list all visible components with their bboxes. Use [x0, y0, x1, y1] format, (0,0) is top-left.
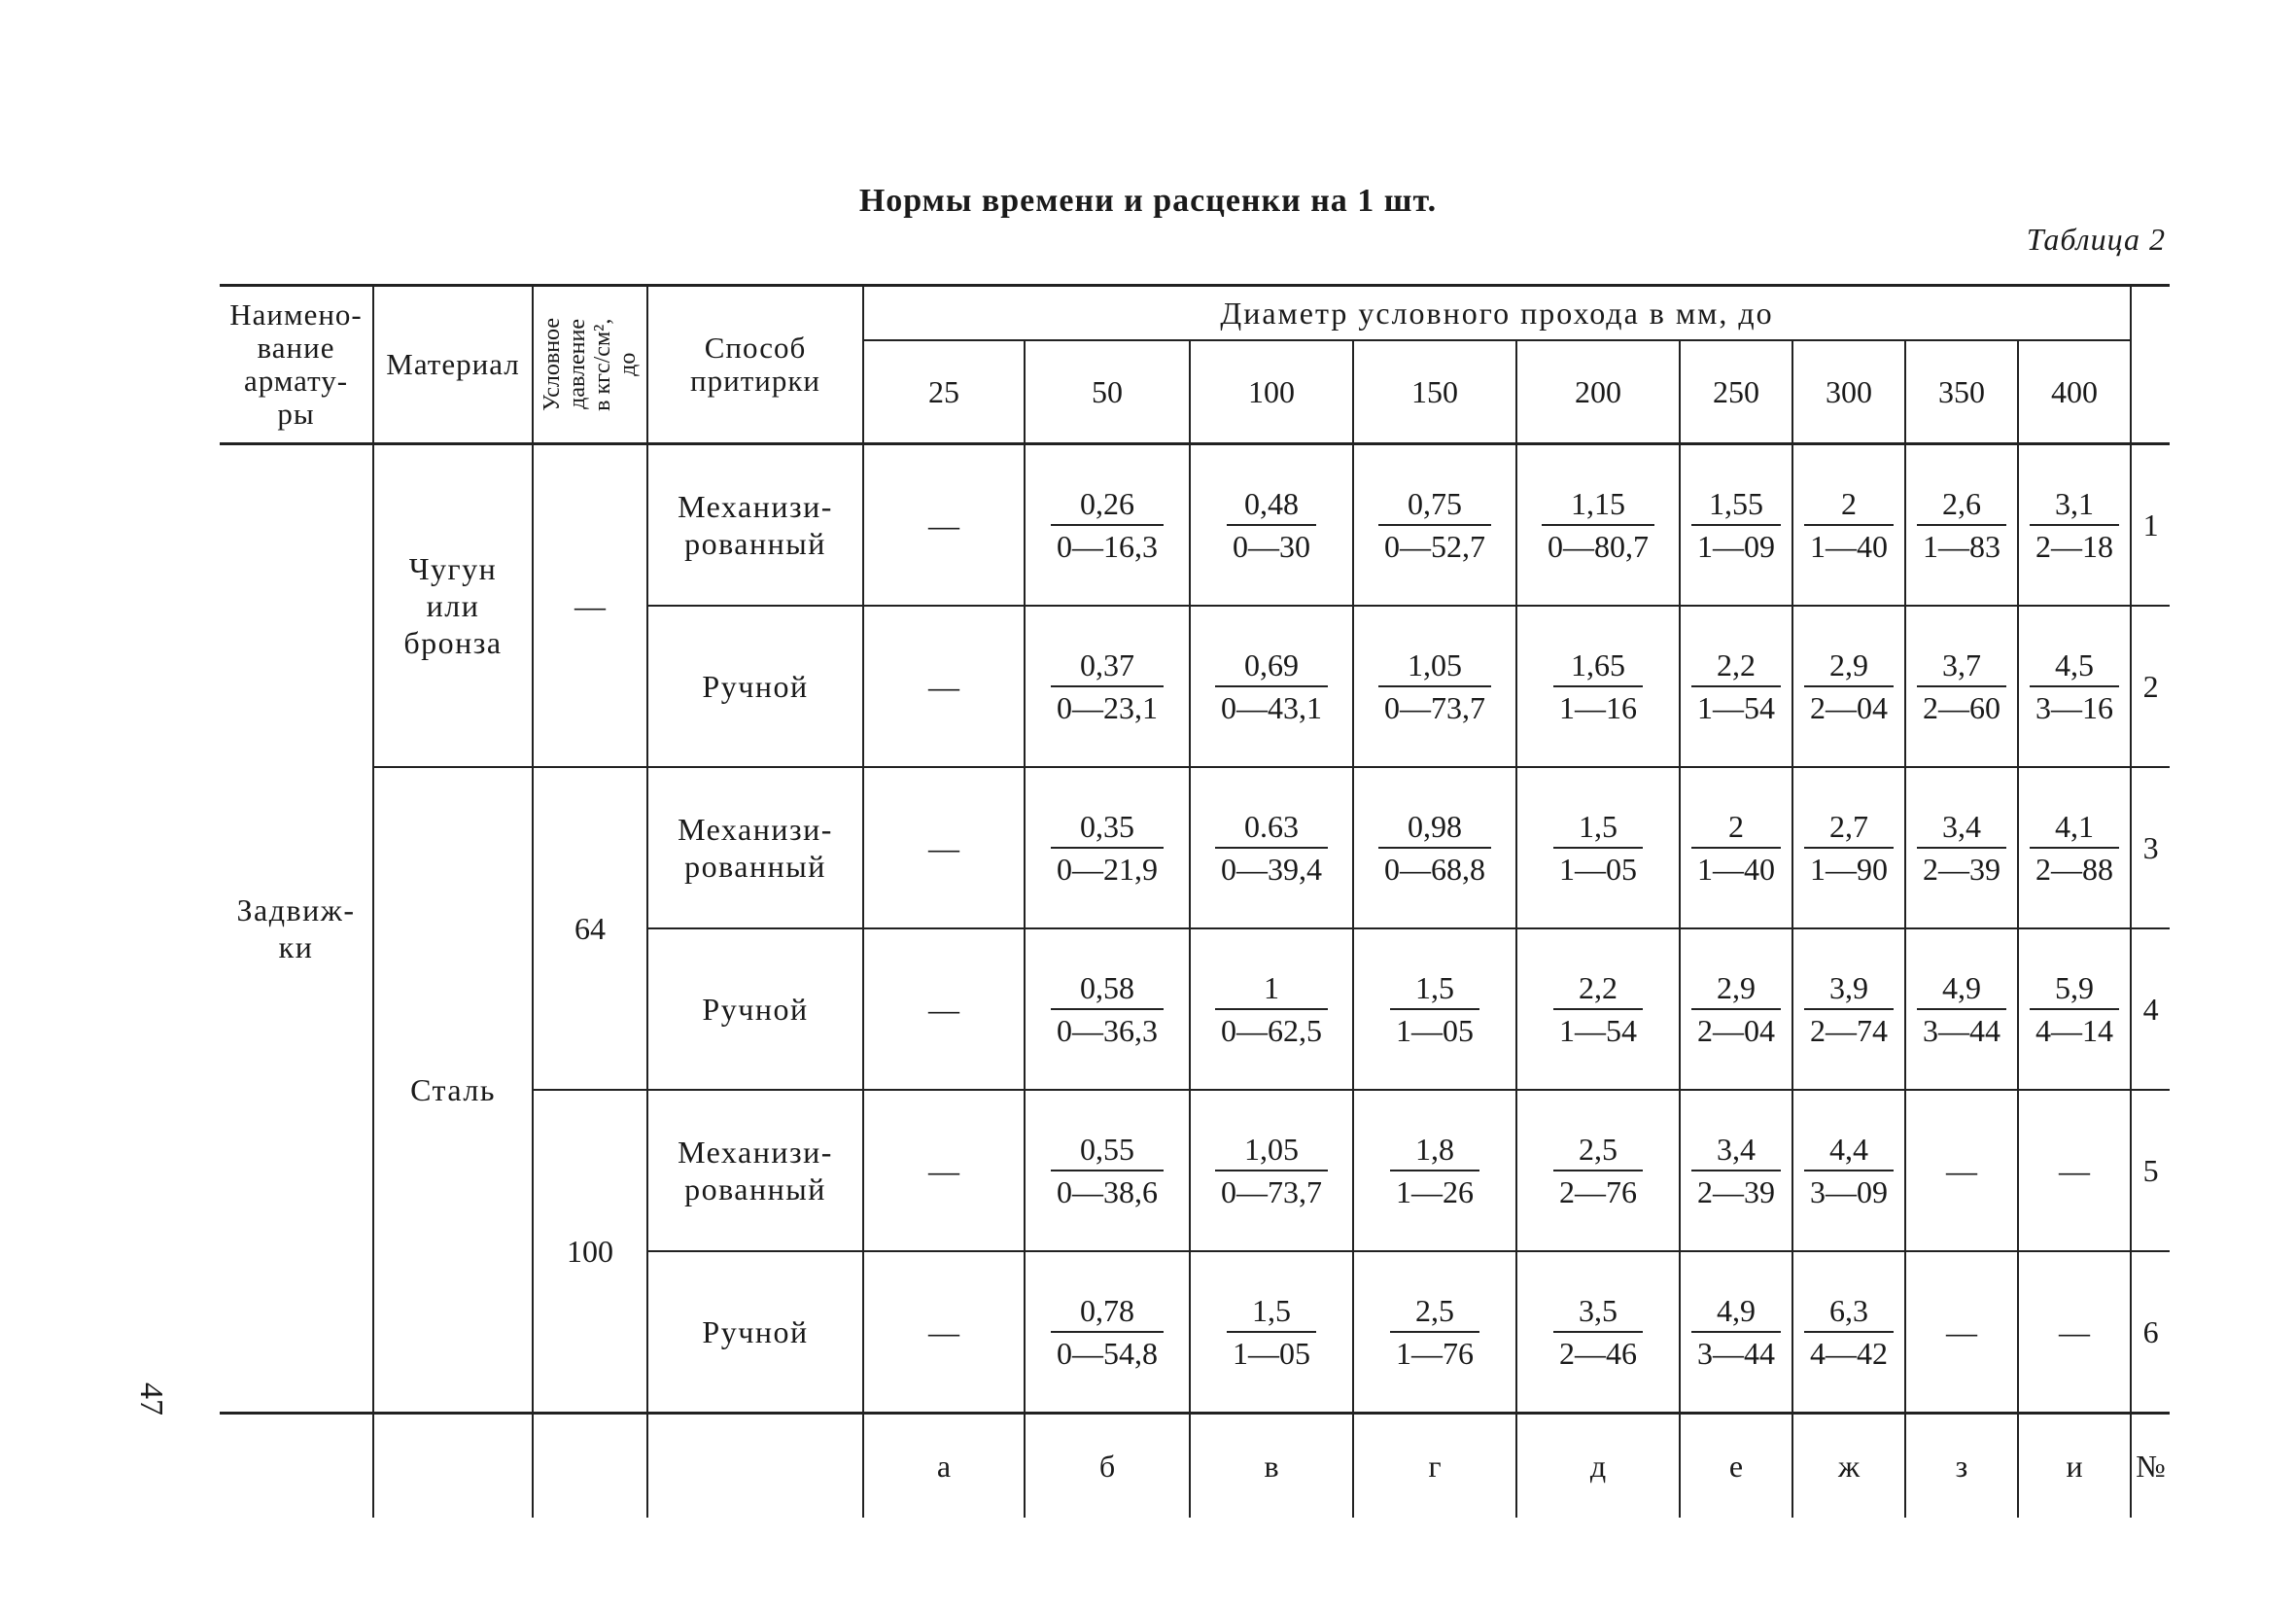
column-letter: в [1190, 1414, 1353, 1519]
time-norm: 1 [1215, 967, 1328, 1010]
time-norm: 0,37 [1051, 645, 1164, 687]
time-norm: 1,65 [1553, 645, 1643, 687]
rate: 1—83 [1923, 529, 2000, 564]
row-number: 2 [2131, 606, 2170, 767]
name-col-header-text: Наимено- вание армату- ры [229, 297, 363, 431]
rate: 2—46 [1559, 1336, 1637, 1371]
row-number: 5 [2131, 1090, 2170, 1251]
value-cell [1792, 606, 1905, 767]
empty-dash: — [1946, 1152, 1977, 1188]
value-cell [1516, 444, 1680, 607]
table-label: Таблица 2 [2026, 222, 2166, 257]
rate: 2—76 [1559, 1174, 1637, 1209]
value-cell [2018, 606, 2131, 767]
blank-cell [373, 1414, 533, 1519]
time-norm: 4,9 [1917, 967, 2006, 1010]
empty-dash: — [928, 668, 959, 704]
rate: 2—39 [1923, 852, 2000, 887]
time-rate-fraction [1917, 967, 2006, 1051]
value-cell [1905, 767, 2018, 928]
time-rate-fraction [1691, 1129, 1781, 1212]
rate: 3—44 [1697, 1336, 1775, 1371]
time-rate-fraction [1917, 645, 2006, 728]
empty-dash: — [928, 991, 959, 1027]
time-rate-fraction [1542, 483, 1654, 567]
time-norm: 6,3 [1804, 1290, 1894, 1333]
rate: 2—39 [1697, 1174, 1775, 1209]
value-cell [1353, 767, 1516, 928]
value-cell [1680, 928, 1792, 1090]
time-rate-fraction [1691, 483, 1781, 567]
empty-dash: — [928, 1152, 959, 1188]
time-norm: 0,35 [1051, 806, 1164, 849]
value-cell [1025, 606, 1190, 767]
time-norm: 0,98 [1378, 806, 1491, 849]
value-cell [1516, 928, 1680, 1090]
pressure-col-header [533, 286, 647, 444]
value-cell [863, 767, 1025, 928]
rate: 1—09 [1697, 529, 1775, 564]
rate: 1—16 [1559, 690, 1637, 725]
time-norm: 2,7 [1804, 806, 1894, 849]
number-sign: № [2131, 1414, 2170, 1519]
value-cell [1025, 928, 1190, 1090]
time-rate-fraction [1917, 806, 2006, 890]
empty-dash: — [2059, 1152, 2091, 1188]
time-rate-fraction [1051, 806, 1164, 890]
time-norm: 3,4 [1917, 806, 2006, 849]
time-rate-fraction [1378, 483, 1491, 567]
time-norm: 2,2 [1553, 967, 1643, 1010]
rate: 1—40 [1697, 852, 1775, 887]
value-cell [1190, 928, 1353, 1090]
material-col-header-text: Материал [386, 347, 520, 381]
time-norm: 1,8 [1390, 1129, 1479, 1171]
value-cell [1792, 928, 1905, 1090]
value-cell [2018, 767, 2131, 928]
diameter-col-header: 400 [2018, 340, 2131, 444]
time-rate-fraction [2030, 645, 2119, 728]
diameter-col-header: 100 [1190, 340, 1353, 444]
blank-cell [647, 1414, 863, 1519]
pressure-cell: 100 [533, 1090, 647, 1414]
value-cell [1516, 767, 1680, 928]
time-norm: 1,05 [1378, 645, 1491, 687]
time-rate-fraction [2030, 483, 2119, 567]
rate: 1—90 [1810, 852, 1888, 887]
rate: 1—26 [1396, 1174, 1474, 1209]
empty-dash: — [928, 1313, 959, 1349]
value-cell [1025, 444, 1190, 607]
time-rate-fraction [1804, 645, 1894, 728]
time-norm: 3,7 [1917, 645, 2006, 687]
time-rate-fraction [1691, 806, 1781, 890]
rate: 1—54 [1697, 690, 1775, 725]
rate: 2—04 [1810, 690, 1888, 725]
time-rate-fraction [1390, 1129, 1479, 1212]
time-norm: 4,1 [2030, 806, 2119, 849]
value-cell [1353, 1090, 1516, 1251]
time-norm: 2 [1691, 806, 1781, 849]
time-norm: 2 [1804, 483, 1894, 526]
rate: 1—05 [1233, 1336, 1310, 1371]
value-cell [2018, 1090, 2131, 1251]
material-cell: Сталь [373, 767, 533, 1414]
time-norm: 1,5 [1553, 806, 1643, 849]
time-rate-fraction [1553, 1290, 1643, 1374]
value-cell [863, 1251, 1025, 1414]
time-rate-fraction [1804, 1290, 1894, 1374]
blank-cell [220, 1414, 373, 1519]
diameter-col-header: 350 [1905, 340, 2018, 444]
value-cell [1792, 444, 1905, 607]
rate: 1—05 [1559, 852, 1637, 887]
rate: 3—09 [1810, 1174, 1888, 1209]
value-cell [1905, 928, 2018, 1090]
time-rate-fraction [1378, 806, 1491, 890]
method-cell: Механизи- рованный [647, 767, 863, 928]
value-cell [1190, 767, 1353, 928]
pressure-col-header-text: Условное давление в кгс/см², до [539, 318, 641, 411]
value-cell [1792, 1251, 1905, 1414]
value-cell [1680, 767, 1792, 928]
value-cell [1353, 1251, 1516, 1414]
column-letter: г [1353, 1414, 1516, 1519]
empty-dash: — [1946, 1313, 1977, 1349]
value-cell [1680, 444, 1792, 607]
value-cell [2018, 444, 2131, 607]
time-rate-fraction [1691, 967, 1781, 1051]
rate: 3—16 [2035, 690, 2114, 725]
value-cell [1353, 606, 1516, 767]
time-norm: 0,58 [1051, 967, 1164, 1010]
column-letter: з [1905, 1414, 2018, 1519]
time-rate-fraction [1215, 1129, 1328, 1212]
method-cell: Ручной [647, 1251, 863, 1414]
norms-table [220, 284, 2170, 1518]
time-norm: 1,5 [1390, 967, 1479, 1010]
value-cell [863, 444, 1025, 607]
row-number: 6 [2131, 1251, 2170, 1414]
name-col-header [220, 286, 373, 444]
time-rate-fraction [1553, 806, 1643, 890]
time-norm: 2,2 [1691, 645, 1781, 687]
rate: 3—44 [1923, 1013, 2000, 1048]
rate: 0—80,7 [1548, 529, 1649, 564]
time-rate-fraction [1215, 645, 1328, 728]
diameter-col-header: 150 [1353, 340, 1516, 444]
time-rate-fraction [1215, 967, 1328, 1051]
value-cell [1025, 767, 1190, 928]
diameter-col-header: 50 [1025, 340, 1190, 444]
time-rate-fraction [1051, 1129, 1164, 1212]
time-norm: 2,5 [1553, 1129, 1643, 1171]
empty-dash: — [928, 829, 959, 865]
value-cell [1905, 1251, 2018, 1414]
time-norm: 0,55 [1051, 1129, 1164, 1171]
time-norm: 2,6 [1917, 483, 2006, 526]
row-number: 1 [2131, 444, 2170, 607]
time-norm: 1,05 [1215, 1129, 1328, 1171]
method-cell: Механизи- рованный [647, 444, 863, 607]
rate: 1—76 [1396, 1336, 1474, 1371]
time-norm: 4,4 [1804, 1129, 1894, 1171]
value-cell [1516, 606, 1680, 767]
value-cell [863, 606, 1025, 767]
time-norm: 2,9 [1804, 645, 1894, 687]
row-number: 3 [2131, 767, 2170, 928]
time-rate-fraction [1227, 1290, 1316, 1374]
rate: 0—62,5 [1221, 1013, 1322, 1048]
time-norm: 2,9 [1691, 967, 1781, 1010]
time-norm: 3,9 [1804, 967, 1894, 1010]
diameter-group-header: Диаметр условного прохода в мм, до [863, 286, 2131, 341]
table-row [220, 767, 2170, 928]
rate: 2—74 [1810, 1013, 1888, 1048]
value-cell [1025, 1090, 1190, 1251]
value-cell [1516, 1090, 1680, 1251]
column-letter: е [1680, 1414, 1792, 1519]
method-cell: Механизи- рованный [647, 1090, 863, 1251]
time-norm: 3,5 [1553, 1290, 1643, 1333]
rate: 0—73,7 [1384, 690, 1485, 725]
value-cell [1792, 767, 1905, 928]
diameter-col-header: 250 [1680, 340, 1792, 444]
time-rate-fraction [1917, 483, 2006, 567]
time-norm: 3,4 [1691, 1129, 1781, 1171]
blank-cell [533, 1414, 647, 1519]
time-rate-fraction [1227, 483, 1316, 567]
time-rate-fraction [1553, 1129, 1643, 1212]
rate: 4—42 [1810, 1336, 1888, 1371]
method-cell: Ручной [647, 606, 863, 767]
time-norm: 1,15 [1542, 483, 1654, 526]
time-rate-fraction [1553, 967, 1643, 1051]
time-rate-fraction [1051, 645, 1164, 728]
time-norm: 5,9 [2030, 967, 2119, 1010]
rate: 0—30 [1233, 529, 1310, 564]
time-norm: 0.63 [1215, 806, 1328, 849]
time-rate-fraction [1804, 483, 1894, 567]
time-rate-fraction [1215, 806, 1328, 890]
time-norm: 0,78 [1051, 1290, 1164, 1333]
time-norm: 0,69 [1215, 645, 1328, 687]
time-norm: 1,5 [1227, 1290, 1316, 1333]
rate: 0—21,9 [1057, 852, 1158, 887]
time-rate-fraction [2030, 967, 2119, 1051]
value-cell [1680, 606, 1792, 767]
page-number: 47 [133, 1382, 169, 1416]
pressure-cell: — [533, 444, 647, 768]
value-cell [2018, 1251, 2131, 1414]
value-cell [863, 1090, 1025, 1251]
time-rate-fraction [1051, 967, 1164, 1051]
table-row [220, 444, 2170, 607]
value-cell [1905, 1090, 2018, 1251]
value-cell [1190, 444, 1353, 607]
time-norm: 4,5 [2030, 645, 2119, 687]
rate: 0—36,3 [1057, 1013, 1158, 1048]
material-col-header [373, 286, 533, 444]
column-letter: б [1025, 1414, 1190, 1519]
time-rate-fraction [2030, 806, 2119, 890]
value-cell [1353, 444, 1516, 607]
row-number: 4 [2131, 928, 2170, 1090]
value-cell [1025, 1251, 1190, 1414]
value-cell [1680, 1251, 1792, 1414]
material-cell: Чугун или бронза [373, 444, 533, 768]
diameter-col-header: 300 [1792, 340, 1905, 444]
rate: 0—38,6 [1057, 1174, 1158, 1209]
rate: 0—52,7 [1384, 529, 1485, 564]
column-letter: ж [1792, 1414, 1905, 1519]
time-rate-fraction [1804, 967, 1894, 1051]
column-letter: а [863, 1414, 1025, 1519]
method-cell: Ручной [647, 928, 863, 1090]
document-title: Нормы времени и расценки на 1 шт. [858, 183, 1438, 219]
value-cell [1190, 1251, 1353, 1414]
time-norm: 1,55 [1691, 483, 1781, 526]
time-rate-fraction [1553, 645, 1643, 728]
time-norm: 3,1 [2030, 483, 2119, 526]
time-rate-fraction [1691, 1290, 1781, 1374]
rate: 1—54 [1559, 1013, 1637, 1048]
rate: 2—88 [2035, 852, 2114, 887]
rate: 2—18 [2035, 529, 2114, 564]
diameter-col-header: 25 [863, 340, 1025, 444]
time-rate-fraction [1390, 1290, 1479, 1374]
number-col-header [2131, 286, 2170, 444]
rate: 0—54,8 [1057, 1336, 1158, 1371]
value-cell [1190, 606, 1353, 767]
time-norm: 0,48 [1227, 483, 1316, 526]
rate: 0—73,7 [1221, 1174, 1322, 1209]
time-rate-fraction [1691, 645, 1781, 728]
value-cell [1190, 1090, 1353, 1251]
time-rate-fraction [1378, 645, 1491, 728]
value-cell [1353, 928, 1516, 1090]
rate: 0—16,3 [1057, 529, 1158, 564]
value-cell [1516, 1251, 1680, 1414]
value-cell [1680, 1090, 1792, 1251]
diameter-col-header: 200 [1516, 340, 1680, 444]
time-norm: 0,26 [1051, 483, 1164, 526]
value-cell [863, 928, 1025, 1090]
method-col-header-text: Способ притирки [690, 331, 820, 398]
rate: 4—14 [2035, 1013, 2114, 1048]
column-letters-row [220, 1414, 2170, 1519]
column-letter: и [2018, 1414, 2131, 1519]
value-cell [1905, 606, 2018, 767]
time-rate-fraction [1804, 1129, 1894, 1212]
rate: 2—04 [1697, 1013, 1775, 1048]
time-rate-fraction [1051, 1290, 1164, 1374]
empty-dash: — [928, 507, 959, 542]
time-norm: 4,9 [1691, 1290, 1781, 1333]
time-rate-fraction [1390, 967, 1479, 1051]
time-norm: 2,5 [1390, 1290, 1479, 1333]
rate: 0—43,1 [1221, 690, 1322, 725]
rate: 2—60 [1923, 690, 2000, 725]
empty-dash: — [2059, 1313, 2091, 1349]
time-rate-fraction [1051, 483, 1164, 567]
column-letter: д [1516, 1414, 1680, 1519]
value-cell [1792, 1090, 1905, 1251]
value-cell [1905, 444, 2018, 607]
rate: 1—40 [1810, 529, 1888, 564]
method-col-header [647, 286, 863, 444]
item-name-cell: Задвиж- ки [220, 444, 373, 1414]
rate: 0—23,1 [1057, 690, 1158, 725]
pressure-cell: 64 [533, 767, 647, 1090]
rate: 1—05 [1396, 1013, 1474, 1048]
rate: 0—68,8 [1384, 852, 1485, 887]
rate: 0—39,4 [1221, 852, 1322, 887]
time-norm: 0,75 [1378, 483, 1491, 526]
time-rate-fraction [1804, 806, 1894, 890]
value-cell [2018, 928, 2131, 1090]
